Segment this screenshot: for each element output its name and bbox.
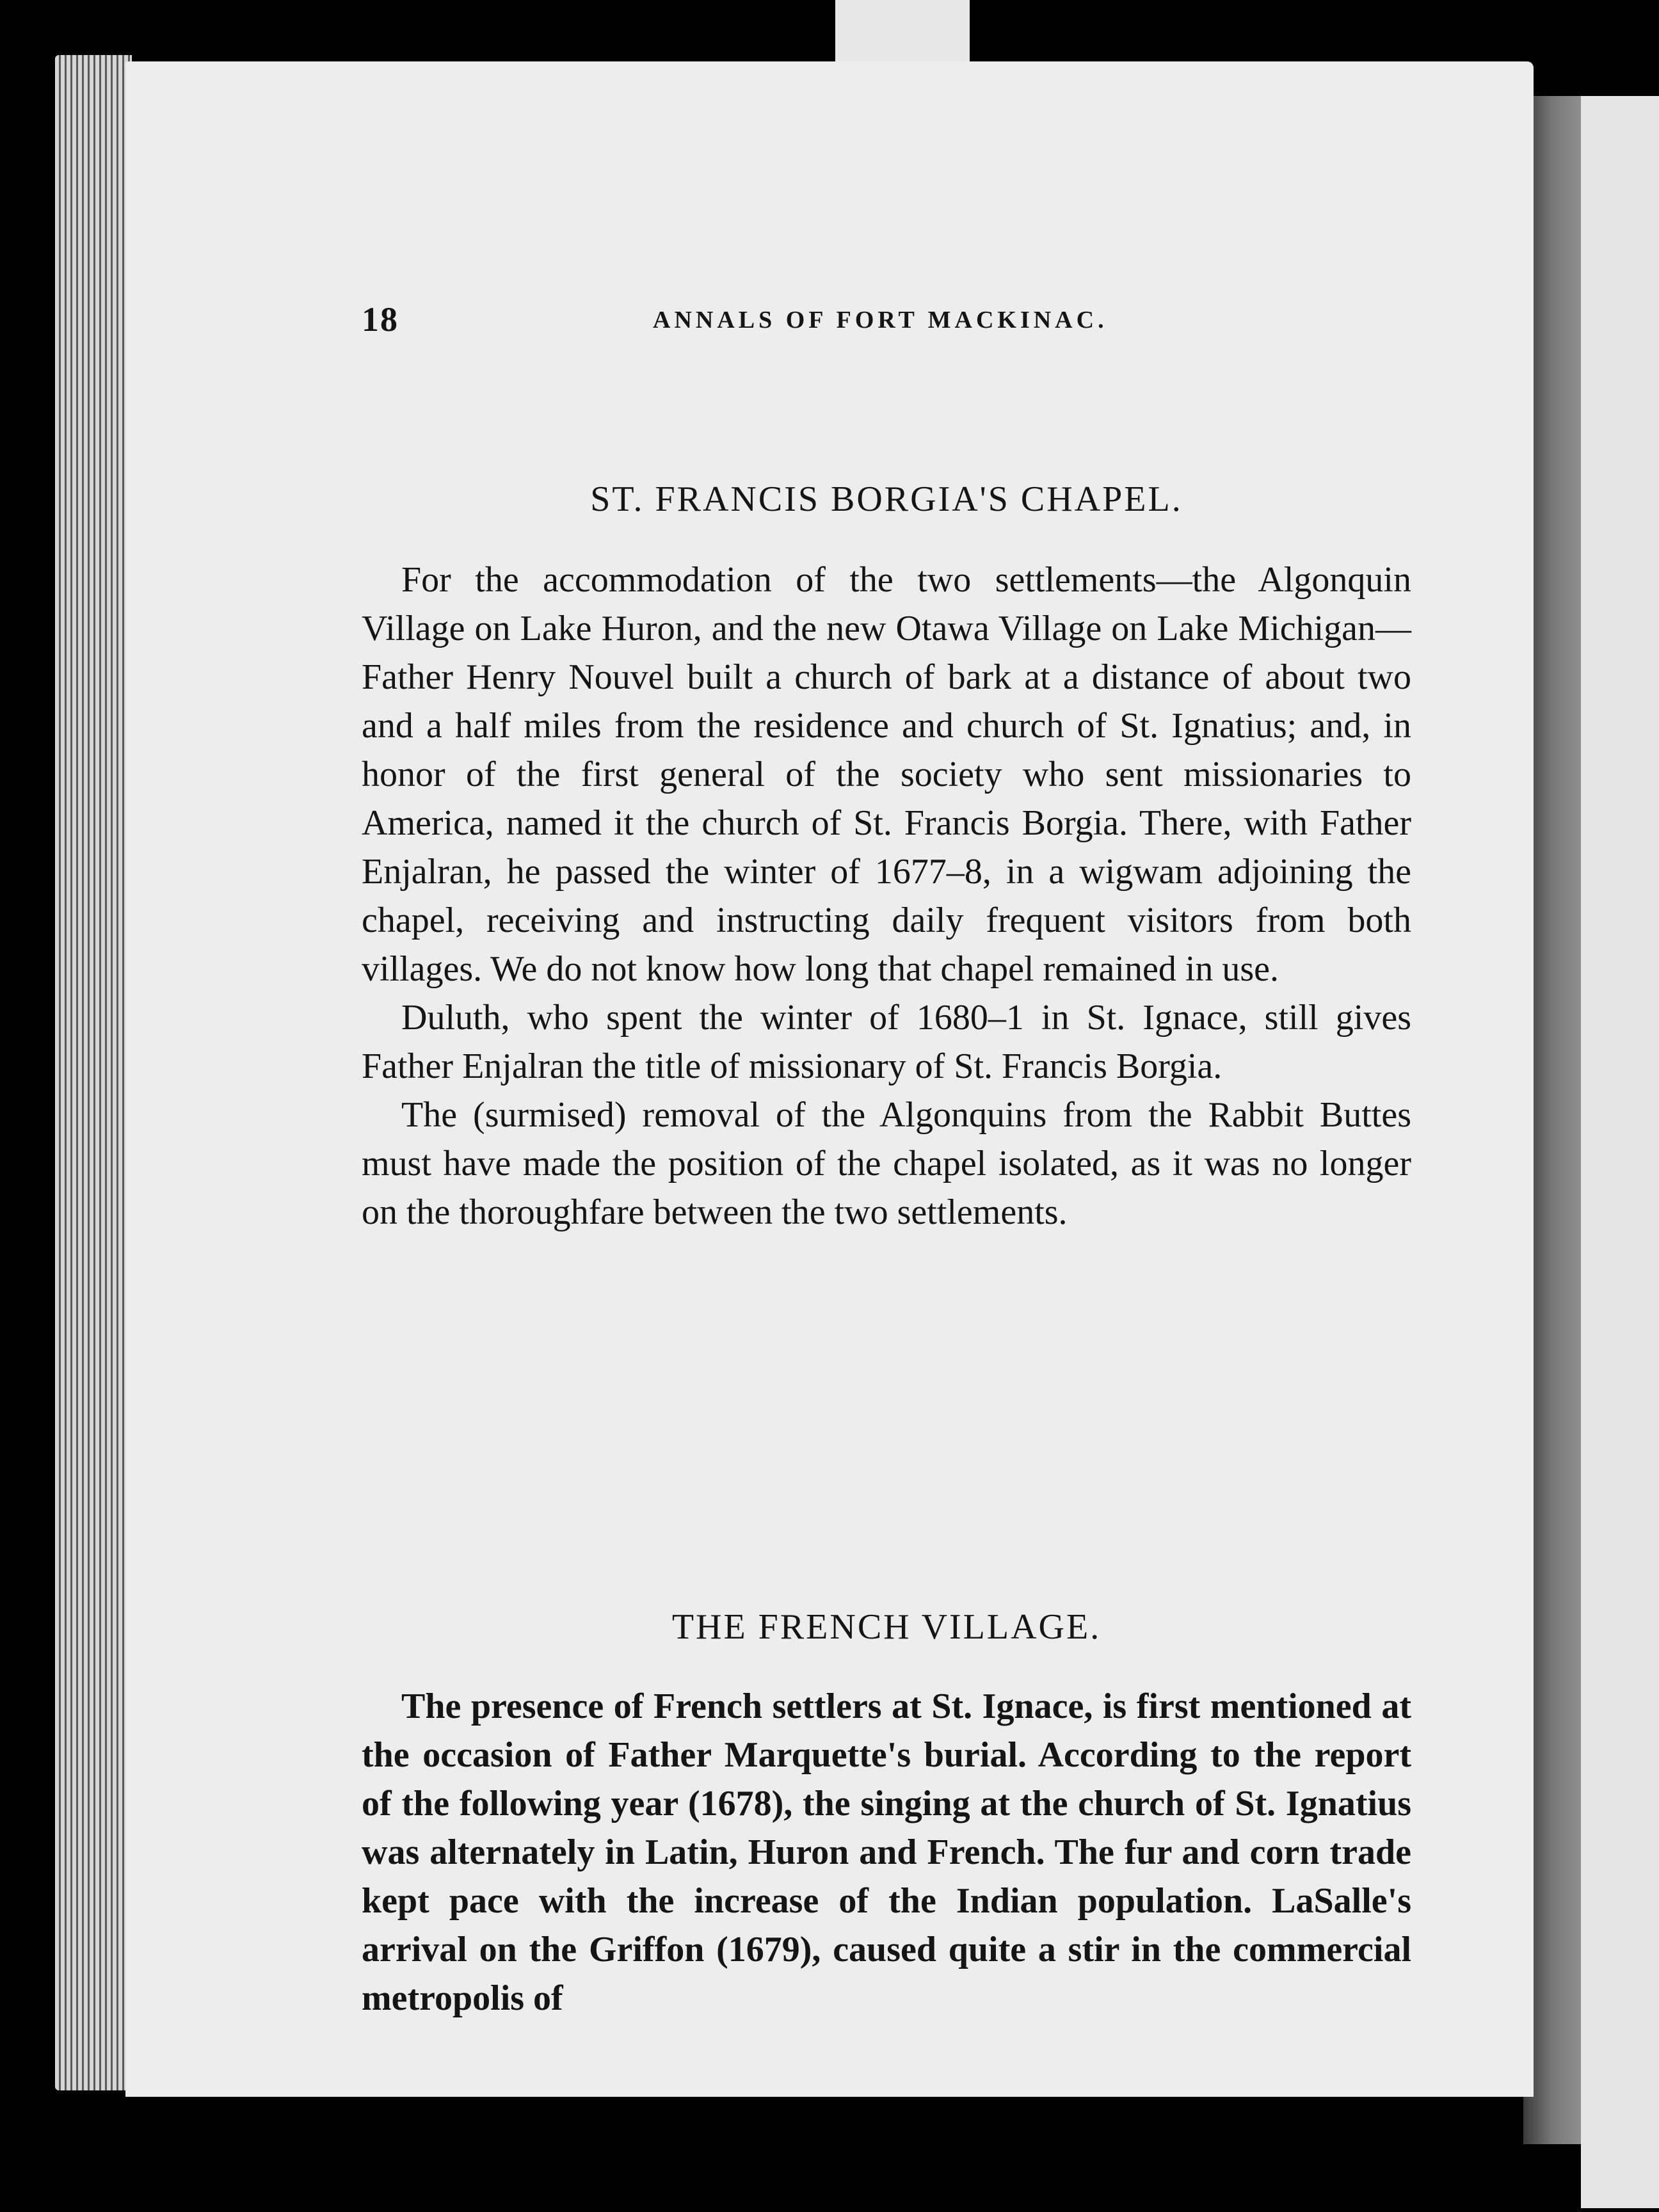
running-title: ANNALS OF FORT MACKINAC. bbox=[653, 307, 1108, 333]
paper-tab bbox=[835, 0, 970, 70]
paragraph: The (surmised) removal of the Algonquins from the Rabbit Buttes must have made the position of the chapel isolated, as it was no longer on the thoroughfare between the two settlements. bbox=[362, 1095, 1411, 1232]
paragraph: Duluth, who spent the winter of 1680–1 in St. Ignace, still gives Father Enjalran the title of missionary of St. Francis Borgia. bbox=[362, 998, 1411, 1086]
paragraph: For the accommodation of the two settlements—the Algonquin Village on Lake Huron, and the new Otawa Village on Lake Michigan—Father Henry Nouvel built a church of bark at a distance of about two and a half miles from the residence and church of St. Ignatius; and, in honor of the first general of the society who sent missionaries to America, named it the church of St. Francis Borgia. There, with Father Enjalran, he passed the winter of 1677–8, in a wigwam adjoining the chapel, receiving and instructing daily frequent visitors from both villages. We do not know how long that chapel remained in use. bbox=[362, 560, 1411, 989]
section-heading: ST. FRANCIS BORGIA'S CHAPEL. bbox=[590, 479, 1183, 519]
paragraph: The presence of French settlers at St. Ignace, is first mentioned at the occasion of Father Marquette's burial. According to the report of the following year (1678), the singing at the church of St. Ignatius was alternately in Latin, Huron and French. The fur and corn trade kept pace with the increase of the Indian population. LaSalle's arrival on the Griffon (1679), caused quite a stir in the commercial metropolis of bbox=[362, 1687, 1411, 2018]
section-heading: THE FRENCH VILLAGE. bbox=[671, 1607, 1102, 1647]
section-body bbox=[362, 556, 1411, 1237]
facing-page-edge bbox=[1581, 96, 1659, 2208]
page-edges bbox=[55, 55, 132, 2090]
section-body bbox=[362, 1682, 1411, 2023]
page-number: 18 bbox=[362, 300, 399, 339]
running-head bbox=[362, 300, 1411, 344]
